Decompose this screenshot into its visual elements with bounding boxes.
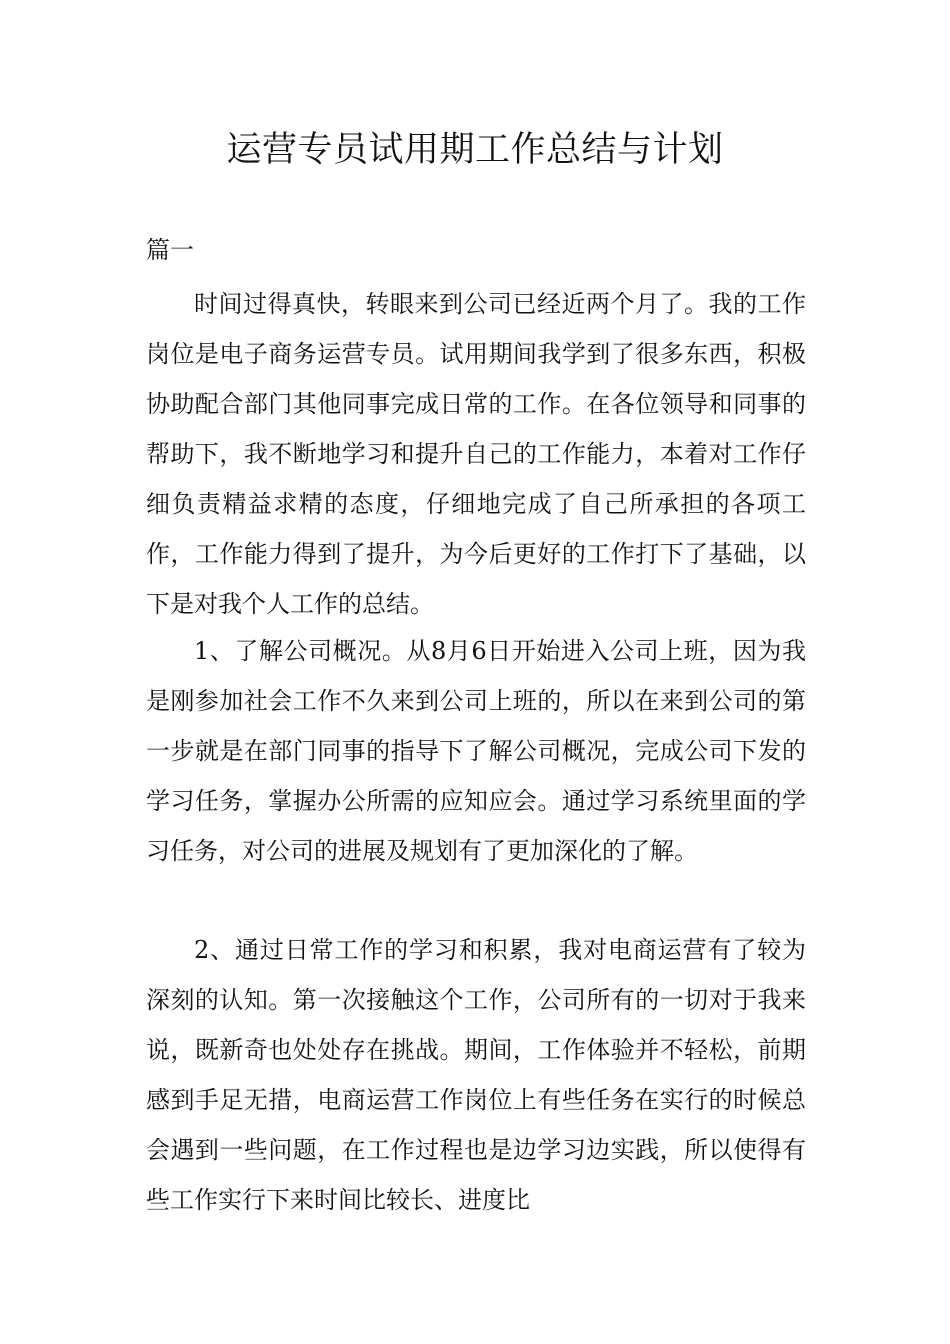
paragraph-item-2: 2、通过日常工作的学习和积累，我对电商运营有了较为深刻的认知。第一次接触这个工作，公司所有的一切对于我来说，既新奇也处处存在挑战。期间，工作体验并不轻松，前期感到手足无措，电商运营工作岗位上有些任务在实行的时候总会遇到一些问题，在工作过程也是边学习边实践，所以使得有些工作实行下来时间比较长、进度比 (146, 936, 806, 1214)
document-title: 运营专员试用期工作总结与计划 (226, 130, 724, 170)
paragraph-item-1: 1、了解公司概况。从8月6日开始进入公司上班，因为我是刚参加社会工作不久来到公司上班的，所以在来到公司的第一步就是在部门同事的指导下了解公司概况，完成公司下发的学习任务，掌握办公所需的应知应会。通过学习系统里面的学习任务，对公司的进展及规划有了更加深化的了解。 (146, 637, 806, 865)
section-label: 篇一 (146, 236, 194, 264)
paragraph-intro: 时间过得真快，转眼来到公司已经近两个月了。我的工作岗位是电子商务运营专员。试用期间我学到了很多东西，积极协助配合部门其他同事完成日常的工作。在各位领导和同事的帮助下，我不断地学习和提升自己的工作能力，本着对工作仔细负责精益求精的态度，仔细地完成了自己所承担的各项工作，工作能力得到了提升，为今后更好的工作打下了基础，以下是对我个人工作的总结。 (146, 290, 806, 618)
